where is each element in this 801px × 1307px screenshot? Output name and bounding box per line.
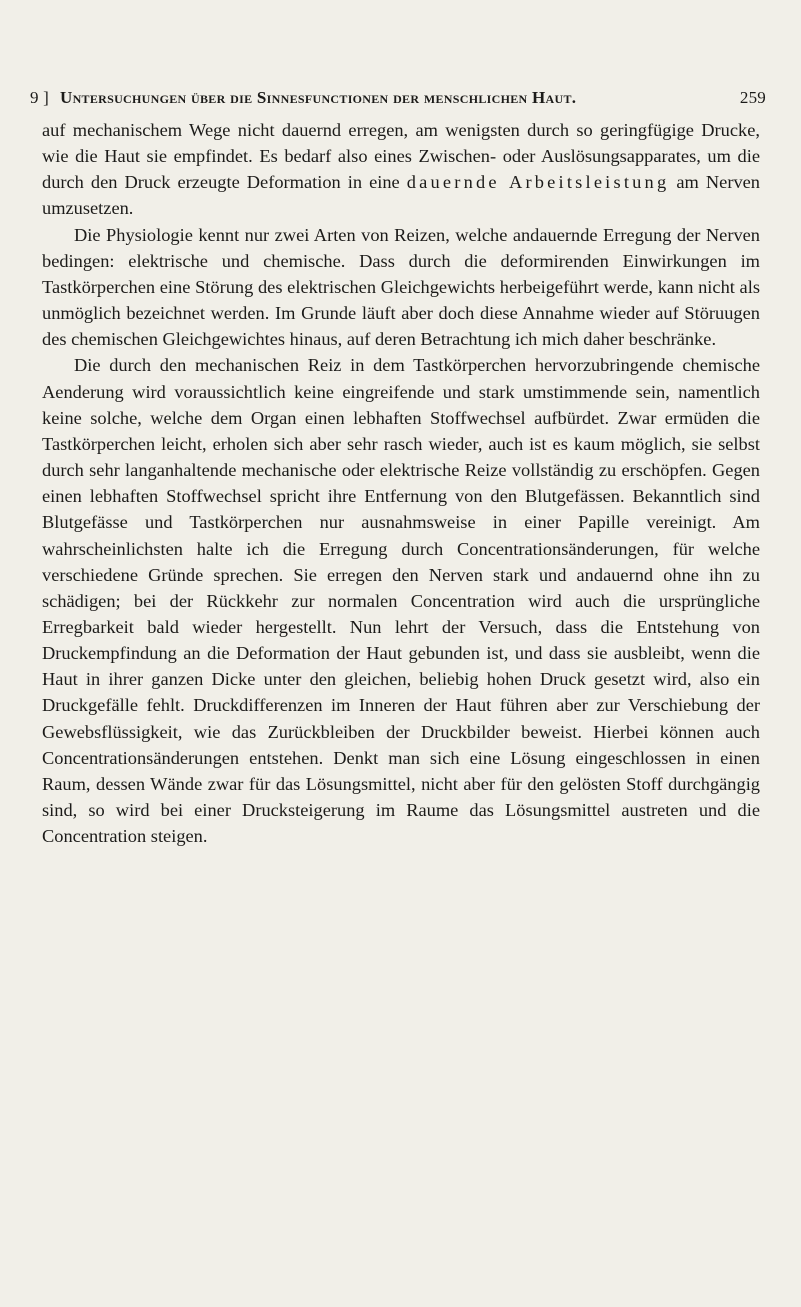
paragraph-1-text-end: am Nerven umzusetzen. — [42, 172, 761, 219]
emphasized-phrase: dauernde Arbeitsleistung — [406, 172, 670, 193]
section-number: 9 ] — [30, 88, 50, 107]
page-number: 259 — [739, 88, 766, 107]
running-title: Untersuchungen über die Sinnesfunctionen der menschlichen Haut. — [60, 88, 577, 107]
paragraph-1 — [42, 117, 760, 222]
running-header — [30, 88, 770, 112]
paragraph-2: Die Physiologie kennt nur zwei Arten von Reizen, welche andauernde Erregung der Nerven bedingen: elektrische und chemische. Dass durch die deformirenden Einwirkungen im Tastkörperchen eine Störung des elektrischen Gleichgewichts herbeigeführt werde, kann nicht als unmöglich bezeichnet werden. Im Grunde läuft aber doch diese Annahme wieder auf Störuugen des chemischen Gleichgewichtes hinaus, auf deren Betrachtung ich mich daher beschränke. — [42, 224, 760, 350]
paragraph-3: Die durch den mechanischen Reiz in dem Tastkörperchen hervorzubringende chemische Aenderung wird voraussichtlich keine eingreifende und stark umstimmende sein, namentlich keine solche, welche dem Organ einen lebhaften Stoffwechsel aufbürdet. Zwar ermüden die Tastkörperchen leicht, erholen sich aber sehr rasch wieder, auch ist es kaum möglich, sie selbst durch sehr langanhaltende mechanische oder elektrische Reize vollständig zu erschöpfen. Gegen einen lebhaften Stoffwechsel spricht ihre Entfernung von den Blutgefässen. Bekanntlich sind Blutgefässe und Tastkörperchen nur ausnahmsweise in einer Papille vereinigt. Am wahrscheinlichsten halte ich die Erregung durch Concentrationsänderungen, für welche verschiedene Gründe sprechen. Sie erregen den Nerven stark und andauernd ohne ihn zu schädigen; bei der Rückkehr zur normalen Concentration wird auch die ursprüngliche Erregbarkeit bald wieder hergestellt. Nun lehrt der Versuch, dass die Entstehung von Druckempfindung an die Deformation der Haut gebunden ist, und dass sie ausbleibt, wenn die Haut in ihrer ganzen Dicke unter den gleichen, beliebig hohen Druck gesetzt wird, also ein Druckgefälle fehlt. Druckdifferenzen im Inneren der Haut führen aber zur Verschiebung der Gewebsflüssigkeit, wie das Zurückbleiben der Druckbilder beweist. Hierbei können auch Concentrationsänderungen entstehen. Denkt man sich eine Lösung eingeschlossen in einen Raum, dessen Wände zwar für das Lösungsmittel, nicht aber für den gelösten Stoff durchgängig sind, so wird bei einer Drucksteigerung im Raume das Lösungsmittel austreten und die Concentration steigen. — [42, 355, 760, 847]
body-text — [42, 117, 760, 849]
paragraph-1-text-start: auf mechanischem Wege nicht dauernd erregen, am wenigsten durch so geringfügige Drucke, wie die Haut sie empfindet. Es bedarf also eines Zwischen- oder Auslösungsapparates, um die durch den Druck erzeugte Deformation in eine — [42, 120, 760, 193]
